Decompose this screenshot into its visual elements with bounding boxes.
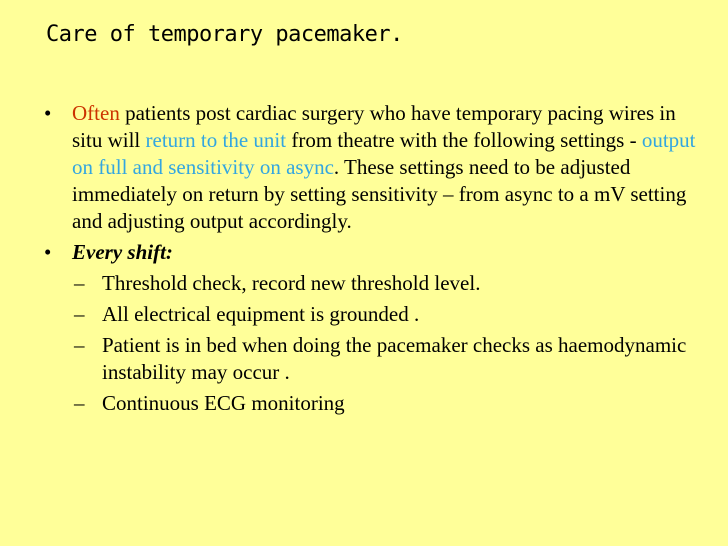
sub-marker: – — [74, 271, 85, 295]
bullet-text: from theatre with the following settings - — [286, 128, 642, 152]
every-shift-label: Every shift: — [72, 240, 173, 264]
bullet-text: . These settings need to be adjusted immediately on return by setting sensitivity – from async to a mV setting and adjusting output accordingly. — [72, 155, 687, 233]
sub-item-text: All electrical equipment is grounded . — [102, 302, 420, 326]
emphasis-settings: output on full and sensitivity on async — [72, 128, 696, 179]
bullet-marker: • — [44, 240, 52, 264]
sub-item-text: Continuous ECG monitoring — [102, 391, 345, 415]
sub-marker: – — [74, 391, 85, 415]
sub-item-text: Patient is in bed when doing the pacemaker checks as haemodynamic instability may occur . — [102, 333, 687, 384]
sub-item-patient-in-bed — [44, 332, 704, 386]
sub-item-grounded — [44, 301, 704, 328]
bullet-marker: • — [44, 101, 52, 125]
bullet-item-settings — [44, 100, 704, 235]
sub-item-threshold — [44, 270, 704, 297]
slide-body — [44, 100, 704, 421]
bullet-text: patients post cardiac surgery who have temporary pacing wires in situ will — [72, 101, 676, 152]
sub-item-ecg — [44, 390, 704, 417]
sub-marker: – — [74, 302, 85, 326]
sub-item-text: Threshold check, record new threshold level. — [102, 271, 481, 295]
bullet-item-every-shift — [44, 239, 704, 266]
sub-marker: – — [74, 333, 85, 357]
emphasis-return-to-unit: return to the unit — [145, 128, 287, 152]
emphasis-often: Often — [72, 101, 120, 125]
slide-title: Care of temporary pacemaker. — [46, 22, 403, 47]
